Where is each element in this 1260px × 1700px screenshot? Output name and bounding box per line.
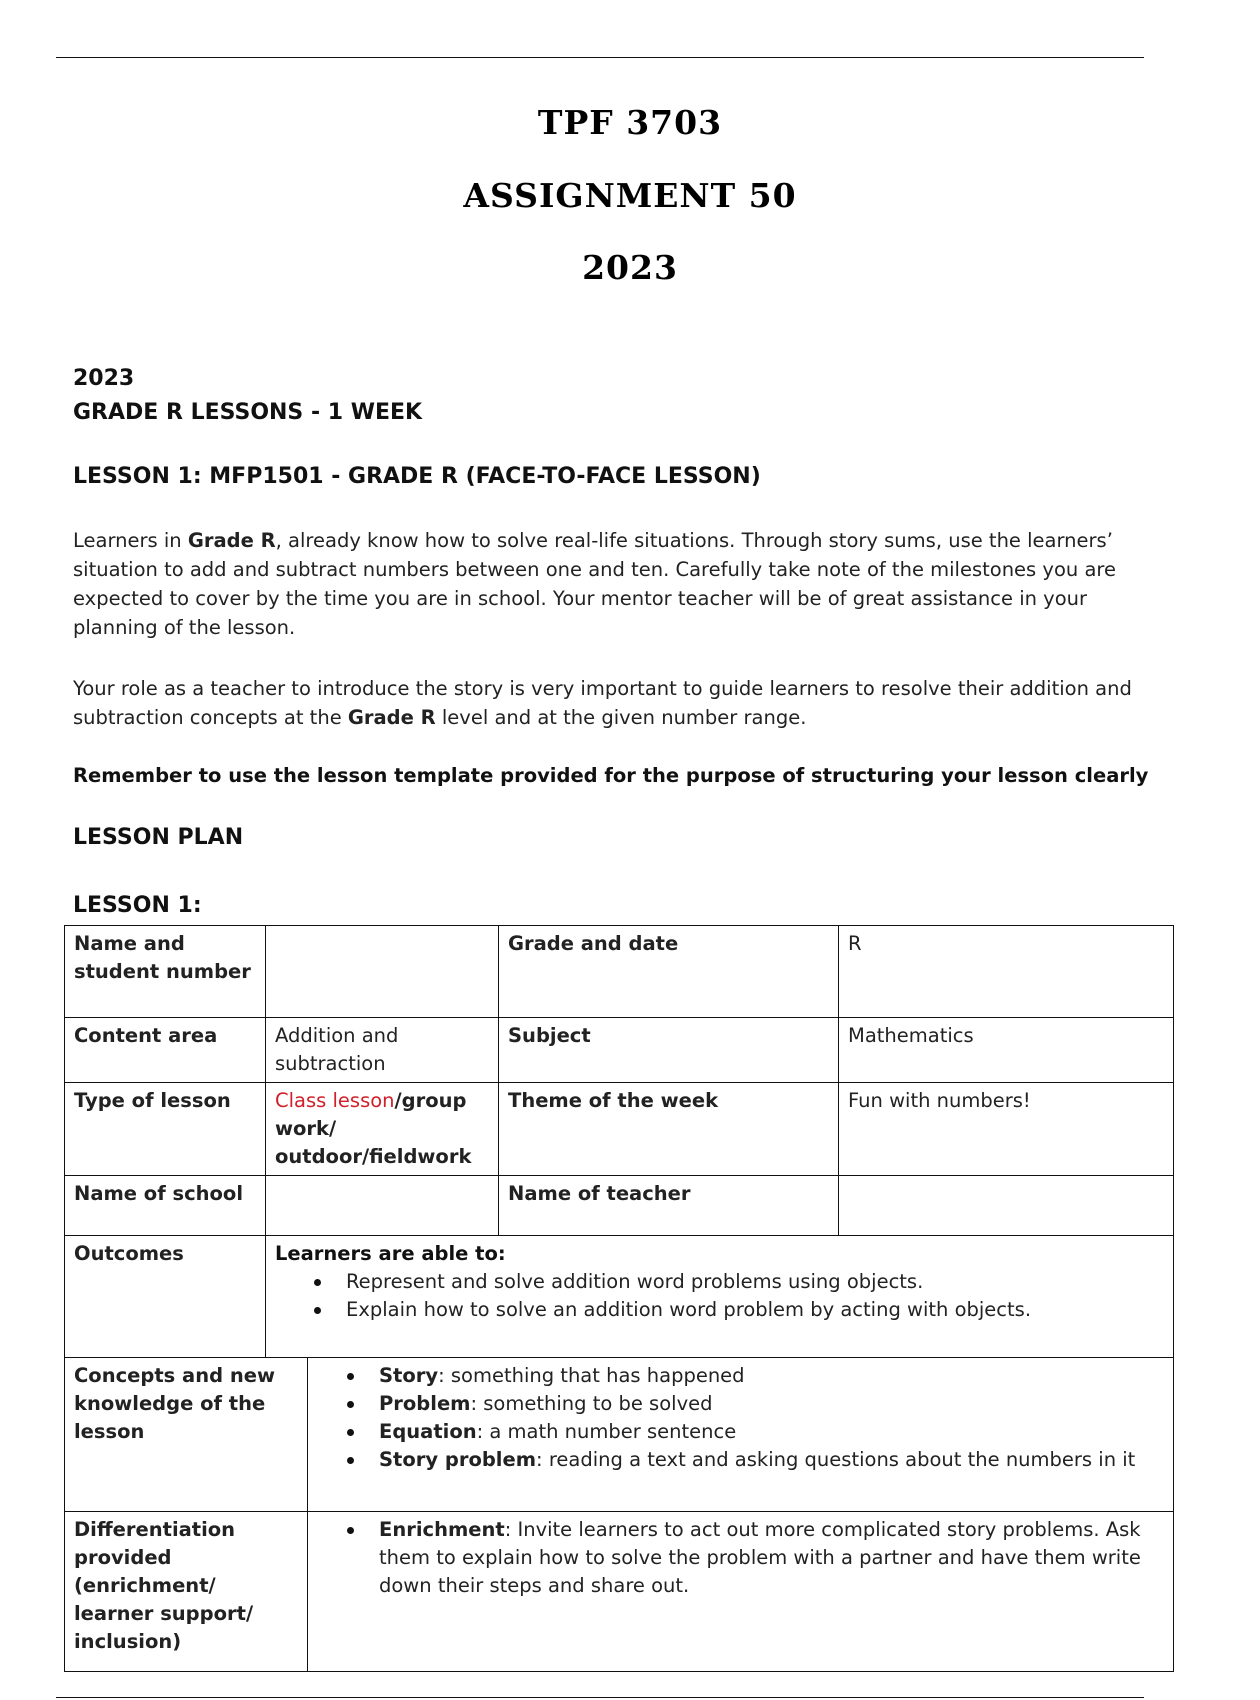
list-item: Problem: something to be solved <box>379 1390 1164 1418</box>
intro-paragraph-2: Your role as a teacher to introduce the story is very important to guide learners to resolve their addition and subtraction concepts at the Grade R level and at the given number range. <box>73 677 1132 729</box>
school-label: Name of school <box>65 1176 266 1236</box>
grade-heading: GRADE R LESSONS - 1 WEEK <box>73 400 423 425</box>
concepts-value <box>308 1358 1174 1512</box>
intro-year: 2023 <box>73 366 135 391</box>
row-type-theme <box>65 1083 1174 1176</box>
row-content-subject <box>65 1018 1174 1083</box>
subject-value: Mathematics <box>839 1018 1174 1083</box>
lesson-heading: LESSON 1: MFP1501 - GRADE R (FACE-TO-FACE LESSON) <box>73 464 761 489</box>
differentiation-value <box>308 1512 1174 1672</box>
type-rest: /group work/ outdoor/fieldwork <box>275 1089 472 1168</box>
list-item: Represent and solve addition word problems using objects. <box>346 1268 1164 1296</box>
name-student-value <box>266 926 499 1018</box>
name-student-label: Name and student number <box>65 926 266 1018</box>
differentiation-list <box>317 1516 1164 1600</box>
teacher-label: Name of teacher <box>499 1176 839 1236</box>
row-outcomes <box>65 1236 1174 1358</box>
assignment-title: ASSIGNMENT 50 <box>463 176 797 215</box>
concepts-list <box>317 1362 1164 1474</box>
type-highlight: Class lesson <box>275 1089 395 1112</box>
theme-label: Theme of the week <box>499 1083 839 1176</box>
teacher-value <box>839 1176 1174 1236</box>
year-title: 2023 <box>582 248 678 287</box>
bottom-rule <box>56 1697 1144 1698</box>
outcomes-list <box>275 1268 1164 1324</box>
content-area-value: Addition and subtraction <box>266 1018 499 1083</box>
concepts-label: Concepts and new knowledge of the lesson <box>65 1358 308 1512</box>
remember-note: Remember to use the lesson template provided for the purpose of structuring your lesson clearly <box>73 764 1149 787</box>
subject-label: Subject <box>499 1018 839 1083</box>
row-school-teacher <box>65 1176 1174 1236</box>
list-item: Story problem: reading a text and asking questions about the numbers in it <box>379 1446 1164 1474</box>
list-item: Equation: a math number sentence <box>379 1418 1164 1446</box>
grade-date-label: Grade and date <box>499 926 839 1018</box>
outcomes-value <box>266 1236 1174 1358</box>
row-differentiation <box>65 1512 1174 1672</box>
outcomes-label: Outcomes <box>65 1236 266 1358</box>
content-area-label: Content area <box>65 1018 266 1083</box>
school-value <box>266 1176 499 1236</box>
row-name-grade <box>65 926 1174 1018</box>
type-lesson-value <box>266 1083 499 1176</box>
grade-date-value: R <box>839 926 1174 1018</box>
list-item: Explain how to solve an addition word problem by acting with objects. <box>346 1296 1164 1324</box>
course-code-title: TPF 3703 <box>537 103 723 142</box>
intro-paragraph-1: Learners in Grade R, already know how to solve real-life situations. Through story sums, use the learners’ situation to add and subtract numbers between one and ten. Carefully take note of the milestones you are expected to cover by the time you are in school. Your mentor teacher will be of great assistance in your planning of the lesson. <box>73 529 1116 639</box>
top-rule <box>56 57 1144 58</box>
lesson-1-label: LESSON 1: <box>73 893 202 918</box>
type-lesson-label: Type of lesson <box>65 1083 266 1176</box>
differentiation-label: Differentiation provided (enrichment/ learner support/ inclusion) <box>65 1512 308 1672</box>
outcomes-intro: Learners are able to: <box>275 1242 506 1265</box>
lesson-plan-heading: LESSON PLAN <box>73 825 244 850</box>
row-concepts <box>65 1358 1174 1512</box>
list-item: Story: something that has happened <box>379 1362 1164 1390</box>
lesson-plan-table <box>64 925 1173 1653</box>
theme-value: Fun with numbers! <box>839 1083 1174 1176</box>
list-item: Enrichment: Invite learners to act out more complicated story problems. Ask them to explain how to solve the problem with a partner and have them write down their steps and share out. <box>379 1516 1164 1600</box>
